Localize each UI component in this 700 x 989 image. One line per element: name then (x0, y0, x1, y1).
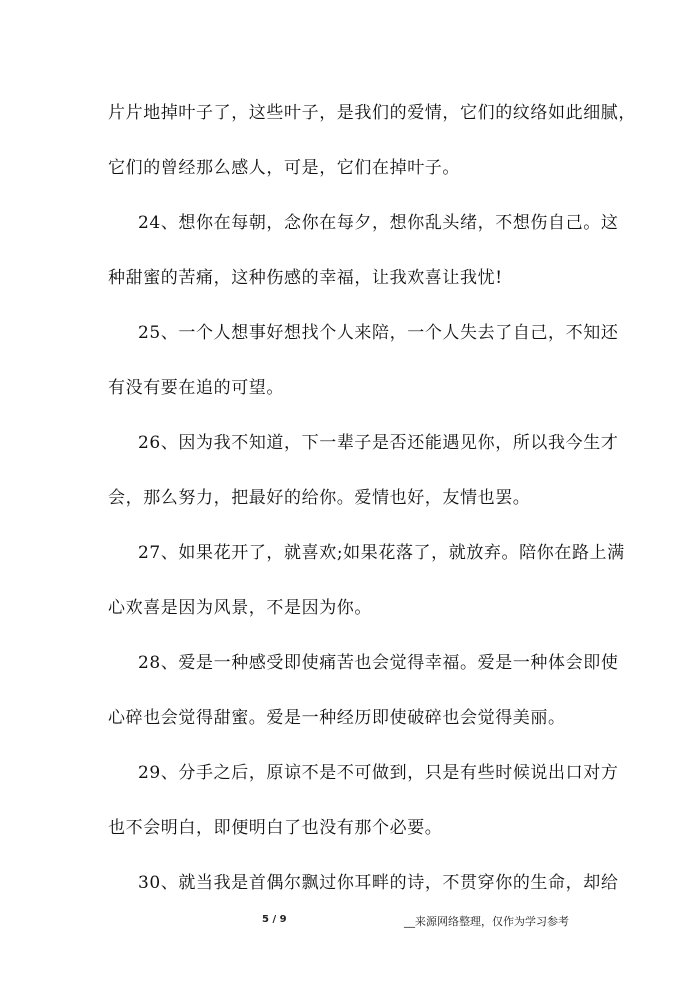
text-line: 它们的曾经那么感人，可是，它们在掉叶子。 (108, 158, 460, 178)
item-29-line-1: 29、分手之后，原谅不是不可做到，只是有些时候说出口对方 (138, 763, 619, 783)
item-25-line-2: 有没有要在追的可望。 (108, 378, 284, 398)
item-25-line-1: 25、一个人想事好想找个人来陪，一个人失去了自己，不知还 (138, 323, 619, 343)
source-note: __来源网络整理，仅作为学习参考 (404, 915, 569, 928)
item-24-line-2: 种甜蜜的苦痛，这种伤感的幸福，让我欢喜让我忧! (108, 268, 503, 288)
item-26-line-1: 26、因为我不知道，下一辈子是否还能遇见你，所以我今生才 (138, 433, 619, 453)
item-30-line-1: 30、就当我是首偶尔飘过你耳畔的诗，不贯穿你的生命，却给 (138, 873, 619, 893)
item-26-line-2: 会，那么努力，把最好的给你。爱情也好，友情也罢。 (108, 488, 531, 508)
text-line: 片片地掉叶子了，这些叶子，是我们的爱情，它们的纹络如此细腻， (108, 103, 636, 123)
item-28-line-1: 28、爱是一种感受即使痛苦也会觉得幸福。爱是一种体会即使 (138, 653, 619, 673)
item-29-line-2: 也不会明白，即便明白了也没有那个必要。 (108, 818, 443, 838)
item-27-line-2: 心欢喜是因为风景，不是因为你。 (108, 598, 372, 618)
page-number: 5 / 9 (262, 914, 287, 925)
item-24-line-1: 24、想你在每朝，念你在每夕，想你乱头绪，不想伤自己。这 (138, 213, 619, 233)
item-27-line-1: 27、如果花开了，就喜欢;如果花落了，就放弃。陪你在路上满 (138, 543, 625, 563)
item-28-line-2: 心碎也会觉得甜蜜。爱是一种经历即使破碎也会觉得美丽。 (108, 708, 566, 728)
